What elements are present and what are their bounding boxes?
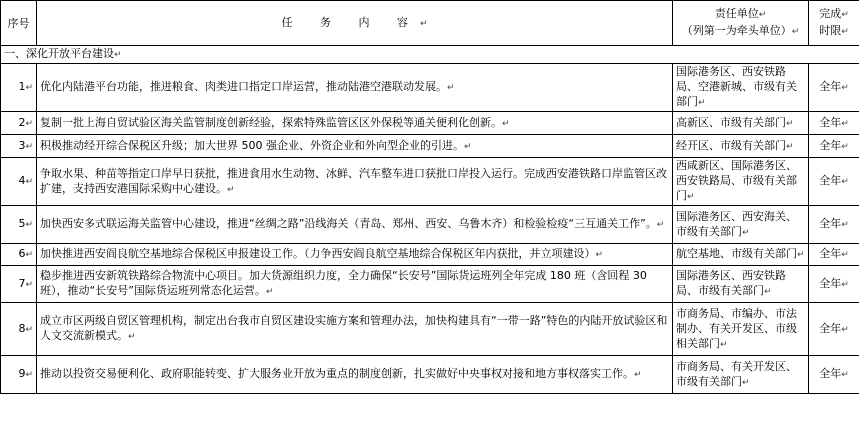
- responsible-unit-text: 经开区、市级有关部门: [676, 138, 786, 152]
- completion-time: [809, 244, 859, 266]
- responsible-unit: [673, 112, 809, 135]
- responsible-unit-text: 国际港务区、西安铁路局、空港新城、市级有关部门: [676, 65, 797, 108]
- completion-time: [809, 356, 859, 394]
- paragraph-mark: ↵: [265, 287, 274, 297]
- paragraph-mark: ↵: [447, 83, 455, 93]
- responsible-unit-text: 市商务局、有关开发区、市级有关部门: [676, 359, 797, 388]
- paragraph-mark: ↵: [841, 141, 849, 152]
- responsible-unit: [673, 266, 809, 303]
- task-content: [37, 303, 673, 356]
- paragraph-mark: ↵: [595, 250, 604, 260]
- paragraph-mark: ↵: [698, 98, 706, 108]
- task-content: [37, 135, 673, 158]
- row-number-text: 3: [18, 138, 26, 152]
- header-unit-line1: 责任单位: [714, 7, 759, 20]
- paragraph-mark: ↵: [758, 10, 767, 20]
- paragraph-mark: ↵: [786, 141, 794, 152]
- task-content-text: 加快推进西安阎良航空基地综合保税区申报建设工作。（力争西安阎良航空基地综合保税区年内获批，并立项建设）: [40, 247, 596, 260]
- responsible-unit: [673, 303, 809, 356]
- completion-time-text: 全年: [819, 321, 842, 335]
- task-content-text: 稳步推进西安新筑铁路综合物流中心项目。加大货源组织力度，全力确保“长安号”国际货运班列全年完成 180 班（含回程 30 班），推动“长安号”国际货运班列常态化运营。: [40, 269, 647, 297]
- paragraph-mark: ↵: [841, 83, 849, 93]
- paragraph-mark: ↵: [841, 370, 849, 380]
- paragraph-mark: ↵: [797, 250, 805, 260]
- responsible-unit-text: 市商务局、市编办、市法制办、有关开发区、市级相关部门: [676, 306, 797, 350]
- paragraph-mark: ↵: [786, 118, 794, 129]
- paragraph-mark: ↵: [114, 50, 122, 60]
- paragraph-mark: ↵: [841, 324, 849, 335]
- header-task: [37, 1, 673, 46]
- completion-time-text: 全年: [819, 276, 842, 290]
- paragraph-mark: ↵: [25, 141, 33, 152]
- task-content-text: 加快西安多式联运海关监管中心建设，推进“丝绸之路”沿线海关（青岛、郑州、西安、乌鲁木齐）和检验检疫“三互通关工作”。: [40, 217, 657, 230]
- paragraph-mark: ↵: [25, 177, 33, 187]
- paragraph-mark: ↵: [687, 192, 695, 202]
- task-content: [37, 64, 673, 112]
- row-number-text: 5: [18, 217, 26, 230]
- completion-time-text: 全年: [819, 217, 842, 230]
- task-content: [37, 112, 673, 135]
- completion-time-text: 全年: [819, 80, 842, 93]
- completion-time: [809, 266, 859, 303]
- responsible-unit: [673, 206, 809, 244]
- paragraph-mark: ↵: [634, 370, 642, 380]
- table-body: [1, 1, 859, 394]
- paragraph-mark: ↵: [502, 118, 510, 129]
- header-no: 序号: [1, 1, 37, 46]
- paragraph-mark: ↵: [25, 370, 33, 380]
- responsible-unit-text: 国际港务区、西安海关、市级有关部门: [676, 209, 797, 238]
- paragraph-mark: ↵: [25, 250, 33, 260]
- completion-time: [809, 206, 859, 244]
- responsible-unit: [673, 244, 809, 266]
- table-row: [1, 356, 859, 394]
- paragraph-mark: ↵: [841, 177, 849, 187]
- header-time: [809, 1, 859, 46]
- responsible-unit-text: 西咸新区、国际港务区、西安铁路局、市级有关部门: [676, 159, 797, 202]
- row-number-text: 8: [18, 321, 26, 335]
- responsible-unit-text: 航空基地、市级有关部门: [676, 247, 797, 260]
- table-row: [1, 64, 859, 112]
- header-row: [1, 1, 859, 46]
- row-number: [1, 112, 37, 135]
- paragraph-mark: ↵: [841, 250, 849, 260]
- task-content-text: 复制一批上海自贸试验区海关监管制度创新经验，探索特殊监管区区外保税等通关便利化创新。: [40, 115, 502, 129]
- paragraph-mark: ↵: [742, 227, 750, 238]
- row-number: [1, 303, 37, 356]
- completion-time: [809, 112, 859, 135]
- responsible-unit: [673, 356, 809, 394]
- paragraph-mark: ↵: [25, 324, 33, 335]
- row-number-text: 9: [18, 367, 26, 380]
- task-content: [37, 356, 673, 394]
- row-number-text: 4: [18, 174, 26, 187]
- completion-time: [809, 64, 859, 112]
- task-content-text: 推动以投资交易便利化、政府职能转变、扩大服务业开放为重点的制度创新，扎实做好中央事权对接和地方事权落实工作。: [40, 367, 634, 380]
- completion-time-text: 全年: [819, 247, 842, 260]
- completion-time-text: 全年: [819, 138, 842, 152]
- table-row: [1, 135, 859, 158]
- task-content: [37, 158, 673, 206]
- header-task-label: 任 务 内 容: [281, 15, 420, 29]
- table-row: [1, 244, 859, 266]
- task-content-text: 优化内陆港平台功能，推进粮食、肉类进口指定口岸运营，推动陆港空港联动发展。: [40, 80, 447, 93]
- row-number: [1, 206, 37, 244]
- paragraph-mark: ↵: [720, 339, 728, 350]
- paragraph-mark: ↵: [25, 118, 33, 129]
- section-title: [1, 46, 859, 64]
- completion-time: [809, 303, 859, 356]
- row-number: [1, 356, 37, 394]
- paragraph-mark: ↵: [419, 18, 428, 29]
- header-time-line2: 时限: [819, 24, 842, 37]
- row-number-text: 1: [18, 80, 26, 93]
- paragraph-mark: ↵: [841, 10, 849, 20]
- section-row: [1, 46, 859, 64]
- paragraph-mark: ↵: [25, 83, 33, 93]
- paragraph-mark: ↵: [25, 279, 33, 290]
- row-number: [1, 135, 37, 158]
- table-row: [1, 303, 859, 356]
- completion-time-text: 全年: [819, 174, 842, 187]
- row-number-text: 7: [18, 276, 26, 290]
- responsible-unit: [673, 64, 809, 112]
- task-content: [37, 206, 673, 244]
- paragraph-mark: ↵: [841, 27, 849, 37]
- task-content-text: 争取水果、种苗等指定口岸早日获批，推进食用水生动物、冰鲜、汽车整车进口获批口岸投入运行。完成西安港铁路口岸监管区改扩建，支持西安港国际采购中心建设。: [40, 166, 667, 195]
- completion-time: [809, 135, 859, 158]
- header-time-line1: 完成: [819, 7, 842, 20]
- row-number: [1, 158, 37, 206]
- row-number: [1, 64, 37, 112]
- task-content-text: 积极推动经开综合保税区升级；加大世界 500 强企业、外资企业和外向型企业的引进。: [40, 138, 464, 152]
- paragraph-mark: ↵: [227, 184, 235, 195]
- task-content-text: 成立市区两级自贸区管理机构，制定出台我市自贸区建设实施方案和管理办法，加快构建具有“一带一路”特色的内陆开放试验区和人文交流新模式。: [40, 314, 668, 342]
- completion-time-text: 全年: [819, 367, 842, 380]
- row-number-text: 2: [18, 115, 26, 129]
- responsible-unit-text: 高新区、市级有关部门: [676, 115, 786, 129]
- section-title-text: 一、深化开放平台建设: [4, 47, 114, 60]
- header-unit-line2: （列第一为牵头单位）: [681, 24, 792, 37]
- completion-time-text: 全年: [819, 115, 842, 129]
- task-content: [37, 244, 673, 266]
- responsible-unit: [673, 135, 809, 158]
- completion-time: [809, 158, 859, 206]
- paragraph-mark: ↵: [764, 287, 772, 297]
- paragraph-mark: ↵: [791, 27, 800, 37]
- table-row: [1, 206, 859, 244]
- paragraph-mark: ↵: [656, 220, 665, 230]
- responsible-unit-text: 国际港务区、西安铁路局、市级有关部门: [676, 269, 786, 297]
- table-row: [1, 112, 859, 135]
- paragraph-mark: ↵: [841, 220, 849, 230]
- paragraph-mark: ↵: [742, 377, 750, 388]
- paragraph-mark: ↵: [128, 332, 136, 342]
- header-unit: [673, 1, 809, 46]
- responsible-unit: [673, 158, 809, 206]
- paragraph-mark: ↵: [464, 141, 472, 152]
- paragraph-mark: ↵: [25, 220, 33, 230]
- table-row: [1, 158, 859, 206]
- task-content: [37, 266, 673, 303]
- table-row: [1, 266, 859, 303]
- row-number: [1, 266, 37, 303]
- row-number: [1, 244, 37, 266]
- paragraph-mark: ↵: [841, 279, 849, 290]
- row-number-text: 6: [18, 247, 26, 260]
- paragraph-mark: ↵: [841, 118, 849, 129]
